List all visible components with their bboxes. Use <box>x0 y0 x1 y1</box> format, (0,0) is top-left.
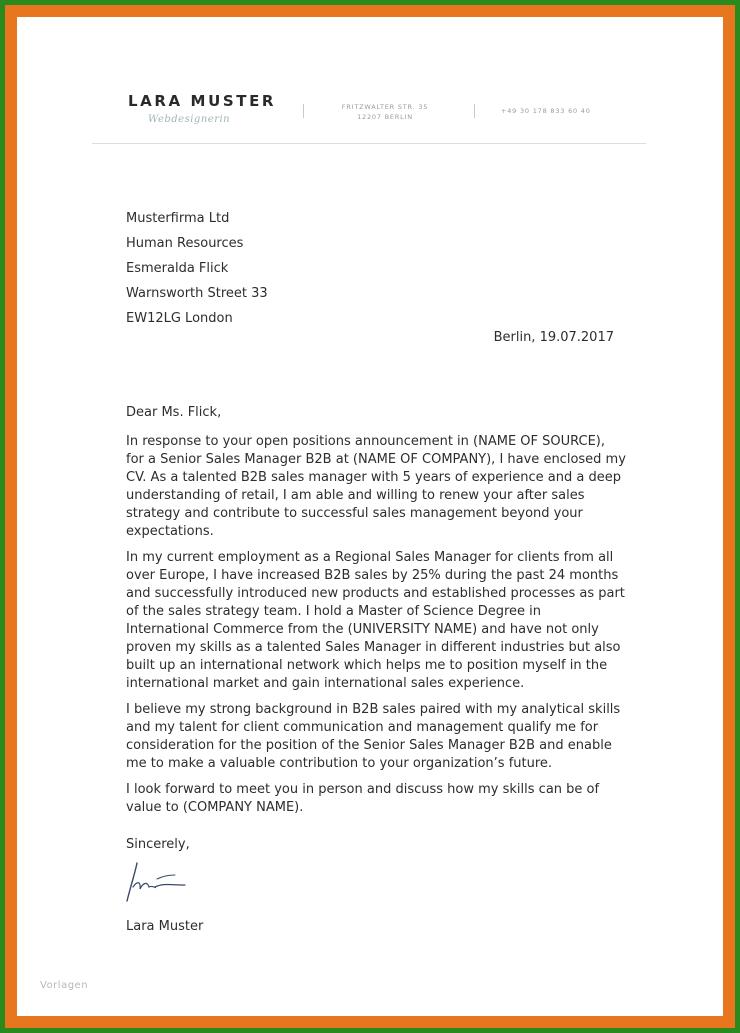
sender-role: Webdesignerin <box>148 114 231 125</box>
recipient-city: EW12LG London <box>126 311 233 326</box>
letter-body <box>126 433 626 825</box>
sender-name: LARA MUSTER <box>128 92 277 110</box>
signer-name: Lara Muster <box>126 919 204 934</box>
letter-page <box>17 17 723 1016</box>
watermark: Vorlagen <box>40 980 89 991</box>
body-paragraph: In my current employment as a Regional Sales Manager for clients from all over Europe, I have increased B2B sales by 25% during the past 24 months and successfully introduced new products and established processes as part of the sales strategy team. I hold a Master of Science Degree in International Commerce from the (UNIVERSITY NAME) and have not only proven my skills as a talented Sales Manager in different industries but also built up an international network which helps me to position myself in the international market and gain international sales experience. <box>126 550 625 691</box>
address-line-2: 12207 BERLIN <box>357 113 413 121</box>
recipient-department: Human Resources <box>126 236 244 251</box>
header-divider <box>303 104 304 118</box>
header-divider <box>474 104 475 118</box>
salutation: Dear Ms. Flick, <box>126 405 222 420</box>
recipient-company: Musterfirma Ltd <box>126 211 230 226</box>
body-paragraph: I look forward to meet you in person and discuss how my skills can be of value to (COMPANY NAME). <box>126 782 600 815</box>
sender-address <box>335 102 435 122</box>
recipient-person: Esmeralda Flick <box>126 261 229 276</box>
body-paragraph: I believe my strong background in B2B sales paired with my analytical skills and my talent for client communication and management qualify me for consideration for the position of the Senior Sales Manager B2B and enable me to make a valuable contribution to your organization’s future. <box>126 702 621 771</box>
address-line-1: FRITZWALTER STR. 35 <box>341 103 429 111</box>
recipient-street: Warnsworth Street 33 <box>126 286 268 301</box>
sender-phone: +49 30 178 833 60 40 <box>501 107 591 115</box>
handwritten-signature <box>123 859 193 905</box>
header-rule <box>92 143 646 144</box>
letter-date: Berlin, 19.07.2017 <box>493 330 614 345</box>
closing: Sincerely, <box>126 837 190 852</box>
body-paragraph: In response to your open positions announcement in (NAME OF SOURCE), for a Senior Sales Manager B2B at (NAME OF COMPANY), I have enclosed my CV. As a talented B2B sales manager with 5 years of experience and a deep understanding of retail, I am able and willing to renew your after sales strategy and contribute to successful sales management beyond your expectations. <box>126 434 626 539</box>
recipient-block <box>126 206 268 331</box>
